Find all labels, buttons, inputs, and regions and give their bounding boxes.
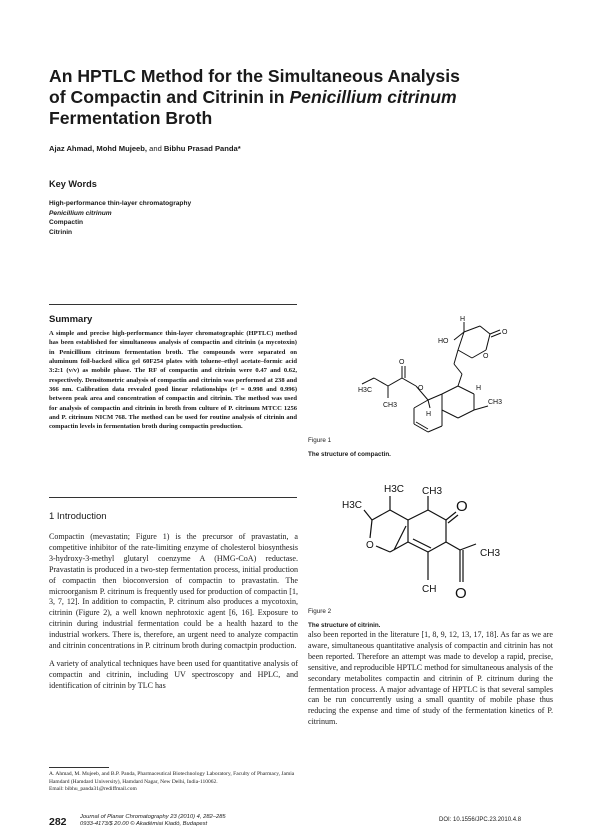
footnote-rule — [49, 767, 109, 768]
introduction-para-2: A variety of analytical techniques have been used for quantitative analysis of compactin and citrinin, including UV spectroscopy and HPLC, and identification of citrinin by TLC has — [49, 658, 298, 690]
compactin-atom-h: H — [476, 385, 482, 392]
summary-heading: Summary — [49, 314, 93, 325]
citrinin-structure — [340, 476, 520, 616]
compactin-atom-o: O — [399, 359, 405, 366]
summary-top-rule — [49, 304, 297, 305]
citrinin-atom-o: O — [456, 498, 468, 515]
figure-1-label: Figure 1 — [308, 437, 332, 444]
citrinin-atom-h3c: H3C — [384, 484, 405, 495]
compactin-atom-h3c: H3C — [358, 387, 373, 394]
introduction-para-3: also been reported in the literature [1, 8, 9, 12, 13, 17, 18]. As far as we are aware, simultaneous quantitative analysis of compactin and citrinin has not been reported. Therefore an attempt was made to develop a rapid, precise, sensitive, and reproducible HPTLC method for simultaneous analysis of the secondary metabolites compactin and citrinin of P. citrinum during the fermentation process. A major advantage of HPTLC is that several samples can be run concurrently using a small quantity of mobile phase thus reducing the expense and time of study of the fermentation kinetics of P. citrinum. — [308, 630, 553, 727]
author-footnote: A. Ahmad, M. Mujeeb, and B.P. Panda, Pharmaceutical Biotechnology Laboratory, Faculty of Pharmacy, Jamia Hamdard (Hamdard University), Hamdard Nagar, New Delhi, India-110062. Email: bibhu_panda31@rediffmail.com — [49, 771, 295, 793]
journal-citation: Journal of Planar Chromatography 23 (2010) 4, 282–285 0933-4173/$ 20.00 © Akadémiai Kiadó, Budapest — [80, 814, 226, 828]
figure-2-label: Figure 2 — [308, 608, 332, 615]
compactin-atom-h: H — [426, 411, 432, 418]
compactin-atom-o: O — [483, 353, 489, 360]
keyword-item: Compactin — [49, 219, 84, 227]
citrinin-atom-ch: CH — [422, 584, 437, 595]
title-line-2: of Compactin and Citrinin in Penicillium citrinum — [49, 87, 457, 107]
compactin-atom-o: O — [418, 385, 424, 392]
citrinin-atom-ch3: CH3 — [480, 548, 501, 559]
compactin-atom-ho: HO — [438, 338, 449, 345]
figure-2-caption: The structure of citrinin. — [308, 622, 381, 629]
title-line-3: Fermentation Broth — [49, 108, 213, 128]
citrinin-atom-o: O — [455, 585, 467, 602]
introduction-column-right — [308, 630, 553, 728]
article-title — [49, 66, 569, 129]
introduction-para-1: Compactin (mevastatin; Figure 1) is the precursor of pravastatin, a competitive inhibitor of the rate-limiting enzyme of cholesterol biosynthesis 3-hydroxy-3-methyl glutaryl coenzyme A (HMG-CoA) reductase. Pravastatin is produced in a two-step fermentation process, initial production of compactin then bioconversion of compactin to pravastatin. The microorganism P. citrinum is frequently used for production of compactin [1, 3, 7, 12]. In addition to compactin, P. citrinum also produces a mycotoxin, citrinin (Figure 2), a well known nephrotoxic agent [6, 16]. Exposure to citrinin during industrial fermentation could be a health hazard to the industrial workers. There is, therefore, an urgent need to analyze compactin and citrinin concentrations in P. citrinum broth during comactpin production. — [49, 532, 298, 651]
introduction-heading: 1 Introduction — [49, 511, 107, 522]
keywords-heading: Key Words — [49, 179, 97, 189]
doi: DOI: 10.1556/JPC.23.2010.4.8 — [439, 817, 522, 823]
keyword-item: High-performance thin-layer chromatography — [49, 200, 192, 207]
compactin-atom-h: H — [460, 316, 466, 323]
citrinin-atom-ch3: CH3 — [422, 486, 443, 497]
compactin-atom-ch3: CH3 — [383, 402, 398, 409]
title-line-1: An HPTLC Method for the Simultaneous Analysis — [49, 66, 460, 86]
introduction-column-left — [49, 532, 298, 692]
figure-1-caption: The structure of compactin. — [308, 451, 391, 458]
citrinin-atom-o: O — [366, 540, 374, 551]
keywords-list — [49, 199, 191, 237]
compactin-structure — [358, 312, 558, 442]
keyword-item: Citrinin — [49, 228, 73, 236]
page-number: 282 — [49, 816, 67, 828]
compactin-atom-ch3: CH3 — [488, 399, 503, 406]
keyword-item: Penicillium citrinum — [49, 209, 112, 217]
citrinin-atom-h3c: H3C — [342, 500, 363, 511]
authors: Ajaz Ahmad, Mohd Mujeeb, and Bibhu Prasad Panda* — [49, 144, 241, 153]
compactin-atom-o: O — [502, 329, 508, 336]
summary-bottom-rule — [49, 497, 297, 498]
summary-text: A simple and precise high-performance thin-layer chromatographic (HPTLC) method has been established for simultaneous analysis of compactin and citrinin (a mycotoxin) in Penicillium citrinum fermentation broth. The compounds were separated on aluminum foil-backed silica gel 60F254 plates with toluene–ethyl acetate–formic acid 3:2:1 (v/v) as mobile phase. The RF of compactin and citrinin were 0.47 and 0.62, respectively. Densitometric analysis of compactin and citrinin was performed at 238 and 366 nm. Calibration data revealed good linear relationships (r² = 0.998 and 0.996) between peak area and concentration of compactin and citrinin. The method was used for analysis of compactin and citrinin in broth from culture of P. citrinum MTCC 1256 and P. citrinum NICM 768. The method can be used for routine analysis of citrinin and compactin levels in fermentation broth during compactin production. — [49, 330, 297, 431]
